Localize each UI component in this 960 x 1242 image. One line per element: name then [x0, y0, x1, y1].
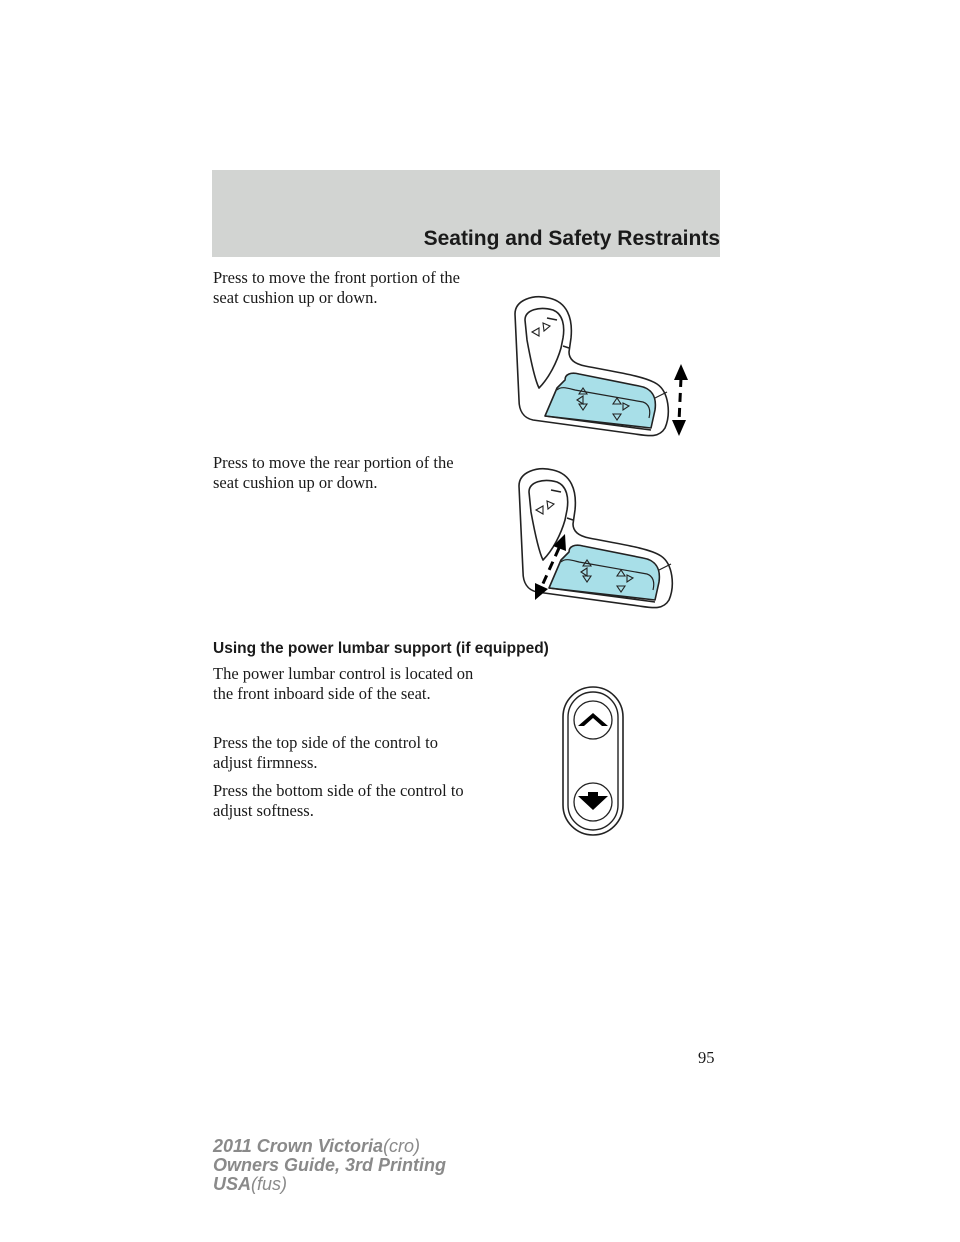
- seat-control-rear-diagram-icon: [505, 466, 705, 616]
- lumbar-softness-text: Press the bottom side of the control to adjust softness.: [213, 781, 464, 820]
- section-title: Seating and Safety Restraints: [423, 227, 720, 250]
- footer-model: 2011 Crown Victoria: [213, 1136, 384, 1156]
- seat-control-front-diagram-icon: [505, 292, 705, 442]
- footer-line-3: [213, 1175, 446, 1194]
- footer-model-code: (cro): [383, 1136, 421, 1156]
- lumbar-heading: Using the power lumbar support (if equipped): [213, 640, 549, 657]
- footer-guide: Owners Guide, 3rd Printing: [213, 1155, 447, 1175]
- rear-cushion-text: Press to move the rear portion of the seat cushion up or down.: [213, 453, 454, 492]
- footer-market-code: (fus): [251, 1174, 288, 1194]
- lumbar-switch-diagram-icon: [560, 684, 626, 838]
- footer: [213, 1137, 446, 1194]
- lumbar-firmness-text: Press the top side of the control to adjust firmness.: [213, 733, 439, 772]
- front-cushion-text: Press to move the front portion of the seat cushion up or down.: [213, 268, 461, 307]
- footer-line-1: [213, 1137, 446, 1156]
- footer-market: USA: [213, 1174, 252, 1194]
- footer-line-2: [213, 1156, 446, 1175]
- lumbar-location-text: The power lumbar control is located on the front inboard side of the seat.: [213, 664, 474, 703]
- page-number: 95: [698, 1048, 715, 1067]
- header-band: [212, 170, 720, 257]
